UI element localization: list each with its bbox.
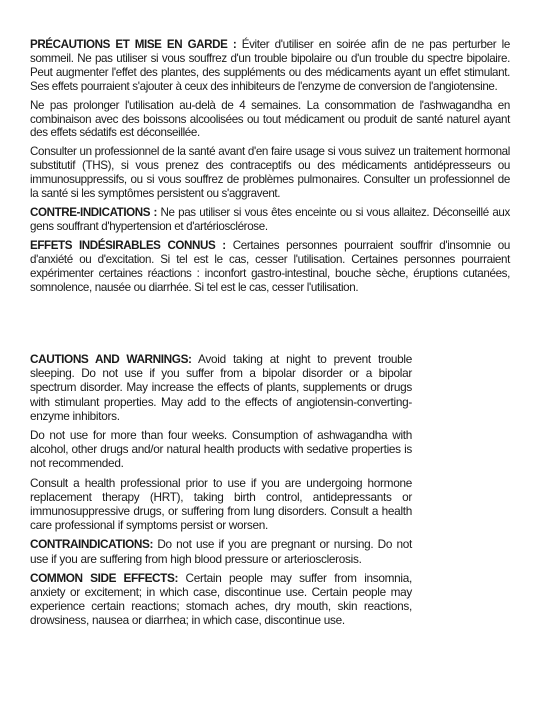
en-cautions-heading: CAUTIONS AND WARNINGS: — [30, 352, 192, 366]
fr-side-effects-text: Certaines personnes pourraient souffrir d'insomnie ou d'anxiété ou d'excitation. Si tel est le cas, cesser l'utilisation. Certaines personnes pourraient expérimenter certaines réactions : inconfort gastro-intestinal, bouche sèche, éruptions cutanées, somnolence, nausée ou diarrhée. Si tel est le cas, cesser l'utilisation. — [30, 238, 510, 294]
en-side-effects-paragraph — [30, 571, 412, 628]
en-cautions-paragraph — [30, 352, 412, 423]
fr-precautions-text: Éviter d'utiliser en soirée afin de ne pas perturber le sommeil. Ne pas utiliser si vous souffrez d'un trouble bipolaire ou d'un trouble du spectre bipolaire. Peut augmenter l'effet des plantes, des suppléments ou des médicaments ayant un effet stimulant. Ses effets pourraient s'ajouter à ceux des inhibiteurs de l'enzyme de conversion de l'angiotensine. — [30, 38, 510, 93]
english-warnings-section — [30, 352, 412, 633]
fr-precautions-heading: PRÉCAUTIONS ET MISE EN GARDE : — [30, 38, 237, 51]
fr-contraindications-paragraph — [30, 206, 510, 234]
fr-contraindications-text: Ne pas utiliser si vous êtes enceinte ou si vous allaitez. Déconseillé aux gens souffrant d'hypertension et d'artériosclérose. — [30, 205, 510, 233]
en-consult-paragraph: Consult a health professional prior to use if you are undergoing hormone replacement therapy (HRT), taking birth control, antidepressants or immunosuppressive drugs, or suffering from lung disorders. Consult a health care professional if symptoms persist or worsen. — [30, 475, 412, 533]
fr-duration-paragraph: Ne pas prolonger l'utilisation au-delà de 4 semaines. La consommation de l'ashwagandha en combinaison avec des boissons alcoolisées ou tout médicament ou produit de santé naturel ayant des effets sédatifs est déconseillée. — [30, 98, 510, 140]
french-warnings-section — [30, 38, 510, 299]
en-side-effects-heading: COMMON SIDE EFFECTS: — [30, 570, 178, 585]
fr-consult-paragraph: Consulter un professionnel de la santé avant d'en faire usage si vous suivez un traitement hormonal substitutif (THS), si vous prenez des contraceptifs ou des médicaments antidépresseurs ou immunosuppressifs, ou si vous souffrez de problèmes pulmonaires. Consulter un professionnel de la santé si les symptômes persistent ou s'aggravent. — [30, 145, 510, 201]
fr-precautions-paragraph — [30, 38, 510, 94]
fr-contraindications-heading: CONTRE-INDICATIONS : — [30, 205, 158, 219]
en-contraindications-heading: CONTRAINDICATIONS: — [30, 537, 153, 552]
en-contraindications-text: Do not use if you are pregnant or nursing. Do not use if you are suffering from high blood pressure or arteriosclerosis. — [30, 537, 412, 566]
fr-side-effects-paragraph — [30, 239, 510, 295]
en-contraindications-paragraph — [30, 537, 412, 565]
en-cautions-text: Avoid taking at night to prevent trouble sleeping. Do not use if you suffer from a bipolar disorder or a bipolar spectrum disorder. May increase the effects of plants, supplements or drugs with stimulant properties. May add to the effects of angiotensin-converting-enzyme inhibitors. — [30, 352, 412, 423]
fr-side-effects-heading: EFFETS INDÉSIRABLES CONNUS : — [30, 238, 226, 252]
en-duration-paragraph: Do not use for more than four weeks. Consumption of ashwagandha with alcohol, other drugs and/or natural health products with sedative properties is not recommended. — [30, 428, 412, 471]
en-side-effects-text: Certain people may suffer from insomnia, anxiety or excitement; in which case, discontinue use. Certain people may experience certain reactions; stomach aches, dry mouth, skin reactions, drowsiness, nausea or diarrhea; in which case, discontinue use. — [30, 570, 412, 628]
